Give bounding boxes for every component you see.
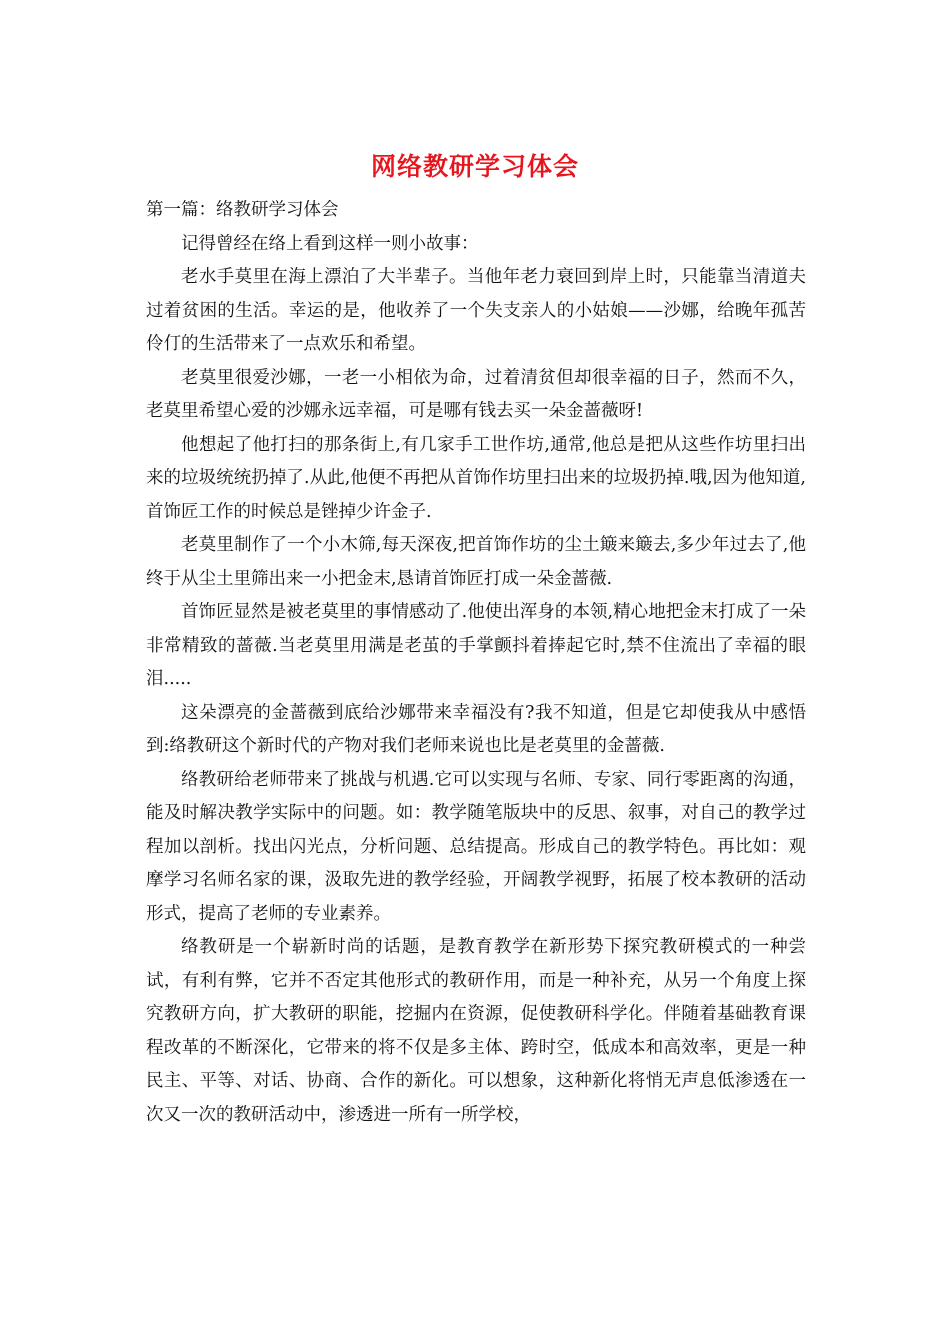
paragraph: 记得曾经在络上看到这样一则小故事： [181,233,479,254]
paragraph: 络教研给老师带来了挑战与机遇.它可以实现与名师、专家、同行零距离的沟通，能及时解决教学实际中的问题。如：教学随笔版块中的反思、叙事，对自己的教学过程加以剖析。找出闪光点，分析问题、总结提高。形成自己的教学特色。再比如：观摩学习名师名家的课，汲取先进的教学经验，开阔教学视野，拓展了校本教研的活动形式，提高了老师的专业素养。 [146,769,806,924]
paragraph: 他想起了他打扫的那条街上,有几家手工世作坊,通常,他总是把从这些作坊里扫出来的垃圾统统扔掉了.从此,他便不再把从首饰作坊里扫出来的垃圾扔掉.哦,因为他知道,首饰匠工作的时候总是锉掉少许金子. [146,434,806,522]
paragraph: 老莫里制作了一个小木筛,每天深夜,把首饰作坊的尘土簸来簸去,多少年过去了,他终于从尘土里筛出来一小把金末,恳请首饰匠打成一朵金蔷薇. [146,535,806,589]
paragraph: 老莫里很爱沙娜，一老一小相依为命，过着清贫但却很幸福的日子，然而不久，老莫里希望心爱的沙娜永远幸福，可是哪有钱去买一朵金蔷薇呀! [146,367,806,421]
document-body [146,194,806,1132]
paragraph: 这朵漂亮的金蔷薇到底给沙娜带来幸福没有?我不知道，但是它却使我从中感悟到:络教研这个新时代的产物对我们老师来说也比是老莫里的金蔷薇. [146,702,806,756]
paragraph: 老水手莫里在海上漂泊了大半辈子。当他年老力衰回到岸上时，只能靠当清道夫过着贫困的生活。幸运的是，他收养了一个失支亲人的小姑娘——沙娜，给晚年孤苦伶仃的生活带来了一点欢乐和希望。 [146,267,806,354]
paragraph: 络教研是一个崭新时尚的话题，是教育教学在新形势下探究教研模式的一种尝试，有利有弊，它并不否定其他形式的教研作用，而是一种补充，从另一个角度上探究教研方向，扩大教研的职能，挖掘内在资源，促使教研科学化。伴随着基础教育课程改革的不断深化，它带来的将不仅是多主体、跨时空，低成本和高效率，更是一种民主、平等、对话、协商、合作的新化。可以想象，这种新化将悄无声息低渗透在一次又一次的教研活动中，渗透进一所有一所学校， [146,937,806,1125]
paragraph: 首饰匠显然是被老莫里的事情感动了.他使出浑身的本领,精心地把金末打成了一朵非常精致的蔷薇.当老莫里用满是老茧的手掌颤抖着捧起它时,禁不住流出了幸福的眼泪..... [146,602,806,689]
document-title: 网络教研学习体会 [370,152,579,181]
section-heading: 第一篇：络教研学习体会 [146,200,339,220]
